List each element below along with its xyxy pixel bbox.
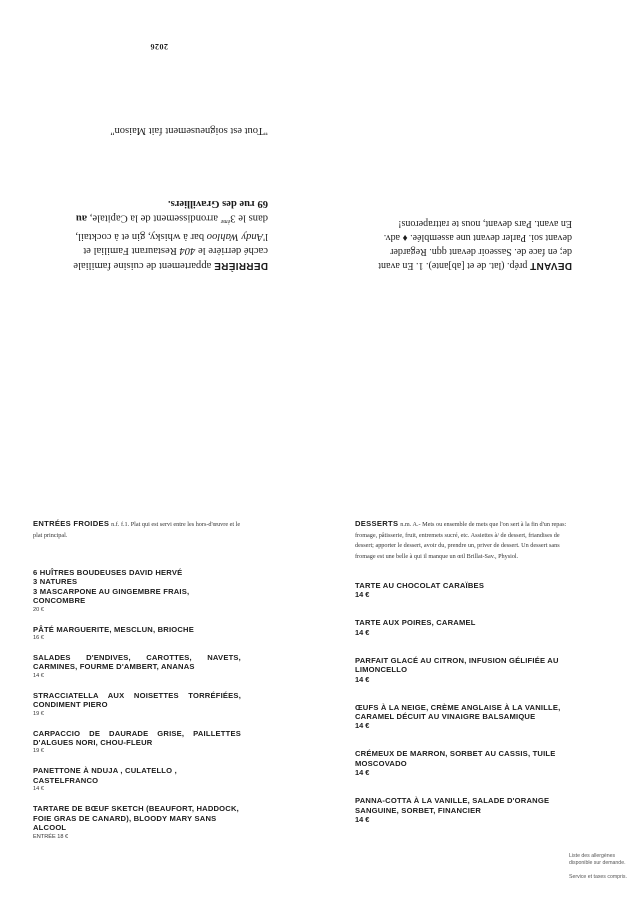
item-price: 14 € [355, 674, 370, 684]
item-name: TARTE AUX POIRES, CARAMEL [355, 618, 476, 628]
house-quote: "Tout est soigneusement fait Maison" [110, 125, 268, 136]
item-name: TARTE AU CHOCOLAT CARAÏBES [355, 581, 485, 590]
address: au 69 rue des Gravilliers. [75, 198, 268, 224]
item-name: 6 HUÎTRES BOUDEUSES DAVID HERVÉ 3 NATURES 3 MASCARPONE AU GINGEMBRE FRAIS, CONCOMBRE [33, 568, 190, 606]
desserts-column [355, 519, 567, 843]
item-name: ŒUFS À LA NEIGE, CRÈME ANGLAISE À LA VANILLE, CARAMEL DÉCUIT AU VINAIGRE BALSAMIQUE [355, 702, 561, 722]
item-name: TARTARE DE BŒUF SKETCH (BEAUFORT, HADDOCK, FOIE GRAS DE CANARD), BLOODY MARY SANS ALCOOL [33, 804, 239, 833]
item-name: SALADES D'ENDIVES, CAROTTES, NAVETS, CARMINES, FOURME D'AMBERT, ANANAS [33, 653, 241, 672]
devant-definition: prép. (lat. de et [ab]ante). 1. En avant de; en face de. Sasseoir devant qqn. Regarder devant soi. Parler devant une assemblée. ♦ adv. En avant. Pars devant, nous te rattraperons! [378, 218, 572, 271]
menu-item [33, 729, 241, 756]
menu-item [33, 804, 241, 840]
item-price: 16 € [33, 635, 44, 642]
item-price: 14 € [33, 786, 44, 793]
menu-item [33, 766, 241, 793]
menu-item [33, 653, 241, 680]
menu-item [33, 691, 241, 718]
item-name: PARFAIT GLACÉ AU CITRON, INFUSION GÉLIFIÉE AU LIMONCELLO [355, 655, 559, 675]
item-name: CRÉMEUX DE MARRON, SORBET AU CASSIS, TUILE MOSCOVADO [355, 749, 556, 768]
menu-item [355, 703, 567, 732]
item-price: 14 € [355, 768, 370, 778]
item-price: 14 € [355, 590, 370, 600]
item-name: PÂTÉ MARGUERITE, MESCLUN, BRIOCHE [33, 624, 195, 634]
entrees-header [33, 519, 241, 540]
item-price: 14 € [355, 627, 370, 637]
item-price: 14 € [355, 815, 370, 825]
desserts-header [355, 519, 567, 561]
derriere-paragraph: DERRIÈRE appartement de cuisine familiale caché derrière le 404 Restaurant Familial et l'Andy Wahloo bar à whisky, gin et à cocktail, dans le 3ème arrondissement de la Capitale, au 69 rue des Gravilliers. [73, 198, 268, 271]
allergens-note: Liste des allergènes disponible sur demande. [569, 853, 626, 866]
menu-item [355, 581, 567, 600]
bar-name: Andy Wahloo [206, 231, 264, 242]
item-price: 14 € [33, 672, 44, 679]
devant-paragraph [374, 216, 572, 272]
item-name: PANETTONE À NDUJA , CULATELLO , CASTELFRANCO [33, 766, 177, 785]
menu-item [355, 796, 567, 825]
menu-item [355, 618, 567, 637]
item-price: ENTRÉE 18 € [33, 833, 69, 840]
menu-item [33, 568, 241, 614]
desserts-definition: n.m. A.- Mets ou ensemble de mets que l'on sert à la fin d'un repas: fromage, pâtisserie, fruit, entremets sucré, etc. Assiettes à/ de dessert, friandises de dessert; apporter le dessert, avoir du, prendre un, priver de dessert. Un dessert sans fromage est une belle à qui il manque un œil Brillat-Sav., Physiol. [355, 521, 567, 560]
entrees-title: ENTRÉES FROIDES [33, 519, 110, 528]
item-name: STRACCIATELLA AUX NOISETTES TORRÉFIÉES, CONDIMENT PIERO [33, 690, 241, 710]
menu-item [355, 656, 567, 685]
desserts-title: DESSERTS [355, 519, 399, 528]
year: 2026 [150, 42, 168, 51]
restaurant-number: 404 [179, 245, 196, 257]
item-price: 19 € [33, 748, 44, 755]
item-name: PANNA-COTTA À LA VANILLE, SALADE D'ORANGE SANGUINE, SORBET, FINANCIER [355, 796, 550, 815]
item-name: CARPACCIO DE DAURADE GRISE, PAILLETTES D'ALGUES NORI, CHOU-FLEUR [33, 728, 241, 748]
entrees-definition: n.f. f.1. Plat qui est servi entre les hors-d'œuvre et le plat principal. [33, 521, 241, 539]
entrees-column [33, 519, 241, 852]
devant-word: DEVANT [529, 260, 572, 271]
item-price: 20 € [33, 606, 44, 613]
item-price: 14 € [355, 721, 370, 731]
footnote [569, 853, 629, 888]
menu-item [33, 625, 241, 642]
derriere-word: DERRIÈRE [213, 260, 268, 271]
folded-top-section [0, 0, 640, 452]
service-note: Service et taxes compris. [569, 874, 627, 880]
item-price: 19 € [33, 710, 44, 717]
menu-item [355, 749, 567, 778]
